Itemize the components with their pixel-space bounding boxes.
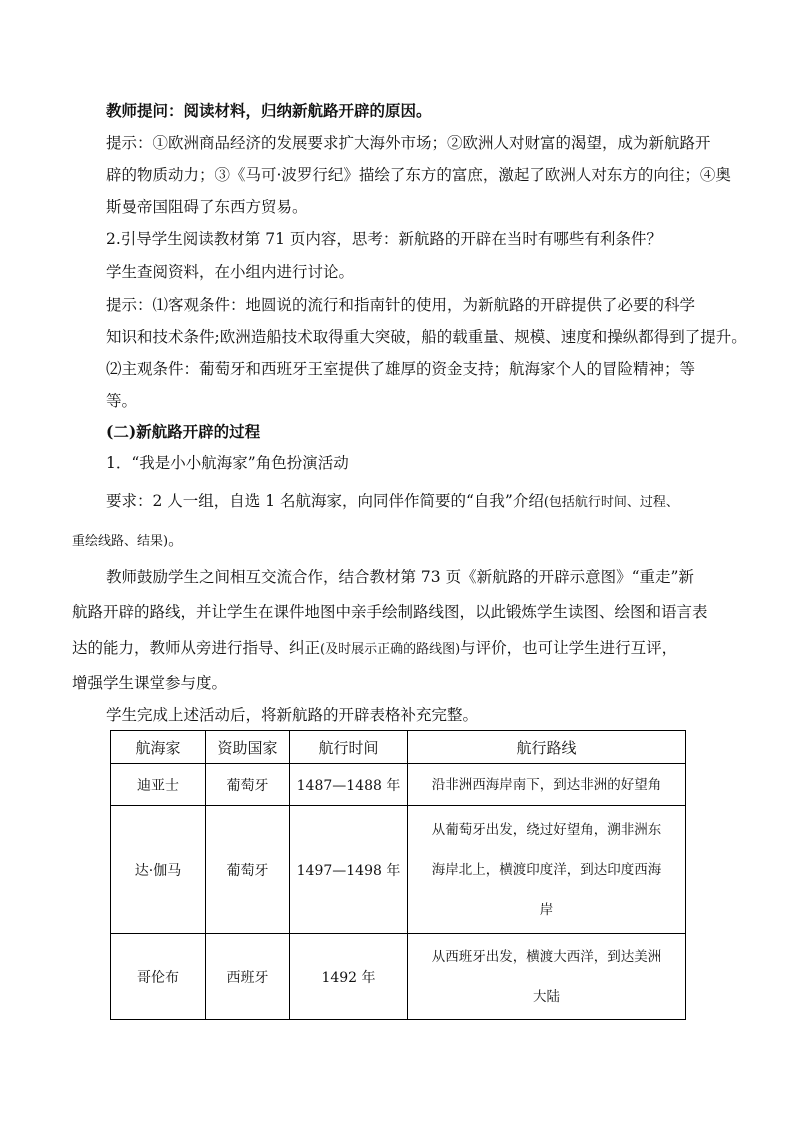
requirement-text: 要求：2 人一组，自选 1 名航海家，向同伴作简要的“自我”介绍 [106, 492, 544, 510]
header-navigator: 航海家 [111, 731, 206, 764]
hint-subjective-line-1: ⑵主观条件：葡萄牙和西班牙王室提供了雄厚的资金支持；航海家个人的冒险精神；等 [106, 360, 696, 378]
encourage-note: (及时展示正确的路线图) [320, 642, 461, 657]
cell-country: 葡萄牙 [206, 806, 290, 934]
cell-country: 西班牙 [206, 934, 290, 1020]
table-header-row [111, 731, 686, 764]
activity-title: 1．“我是小小航海家”角色扮演活动 [106, 454, 349, 472]
requirement-note: (包括航行时间、过程、 [543, 495, 679, 510]
requirement-line-2 [72, 530, 184, 552]
route-line: 从西班牙出发，横渡大西洋，到达美洲 [431, 948, 662, 965]
hint-causes-line-3: 斯曼帝国阻碍了东西方贸易。 [106, 198, 308, 216]
cell-time: 1492 年 [290, 934, 408, 1020]
hint-objective-line-1: 提示：⑴客观条件：地圆说的流行和指南针的使用，为新航路的开辟提供了必要的科学 [106, 296, 696, 314]
hint-subjective-line-2: 等。 [106, 392, 138, 410]
guide-reading-item: 2.引导学生阅读教材第 71 页内容，思考：新航路的开辟在当时有哪些有利条件？ [106, 230, 662, 248]
route-line: 沿非洲西海岸南下，到达非洲的好望角 [431, 776, 662, 793]
teacher-encourage-line-4: 增强学生课堂参与度。 [72, 674, 228, 692]
teacher-encourage-line-2: 航路开辟的路线，并让学生在课件地图中亲手绘制路线图，以此锻炼学生读图、绘图和语言表 [72, 603, 708, 621]
header-time: 航行时间 [290, 731, 408, 764]
encourage-post: 与评价，也可让学生进行互评， [460, 639, 678, 657]
route-line: 从葡萄牙出发，绕过好望角，溯非洲东 [431, 821, 662, 838]
cell-country: 葡萄牙 [206, 764, 290, 806]
route-line: 岸 [539, 901, 554, 918]
header-country: 资助国家 [206, 731, 290, 764]
header-route: 航行路线 [408, 731, 686, 764]
cell-time: 1497—1498 年 [290, 806, 408, 934]
teacher-encourage-line-1: 教师鼓励学生之间相互交流合作，结合教材第 73 页《新航路的开辟示意图》“重走”新 [106, 568, 694, 586]
hint-causes-line-1: 提示：①欧洲商品经济的发展要求扩大海外市场；②欧洲人对财富的渴望，成为新航路开 [106, 134, 711, 152]
table-row [111, 806, 686, 934]
route-line: 海岸北上，横渡印度洋，到达印度西海 [431, 861, 662, 878]
cell-navigator: 达·伽马 [111, 806, 206, 934]
navigation-table [110, 730, 686, 1020]
table-instruction: 学生完成上述活动后，将新航路的开辟表格补充完整。 [106, 706, 479, 724]
requirement-end: 。 [168, 531, 184, 549]
hint-causes-line-2: 辟的物质动力；③《马可·波罗行纪》描绘了东方的富庶，激起了欧洲人对东方的向往；④奥 [106, 166, 731, 184]
table-row [111, 764, 686, 806]
cell-navigator: 迪亚士 [111, 764, 206, 806]
hint-objective-line-2: 知识和技术条件;欧洲造船技术取得重大突破，船的载重量、规模、速度和操纵都得到了提升。 [106, 328, 747, 346]
route-line: 大陆 [533, 988, 560, 1005]
cell-route [408, 764, 686, 806]
student-discussion: 学生查阅资料，在小组内进行讨论。 [106, 263, 355, 281]
table-row [111, 934, 686, 1020]
requirement-note-cont: 重绘线路、结果) [72, 534, 169, 549]
section-heading: (二)新航路开辟的过程 [106, 422, 261, 441]
teacher-encourage-line-3 [72, 638, 677, 660]
cell-route [408, 934, 686, 1020]
requirement-line-1 [106, 491, 679, 513]
cell-route [408, 806, 686, 934]
encourage-pre: 达的能力，教师从旁进行指导、纠正 [72, 639, 321, 657]
cell-time: 1487—1488 年 [290, 764, 408, 806]
teacher-question: 教师提问：阅读材料，归纳新航路开辟的原因。 [106, 101, 432, 120]
cell-navigator: 哥伦布 [111, 934, 206, 1020]
